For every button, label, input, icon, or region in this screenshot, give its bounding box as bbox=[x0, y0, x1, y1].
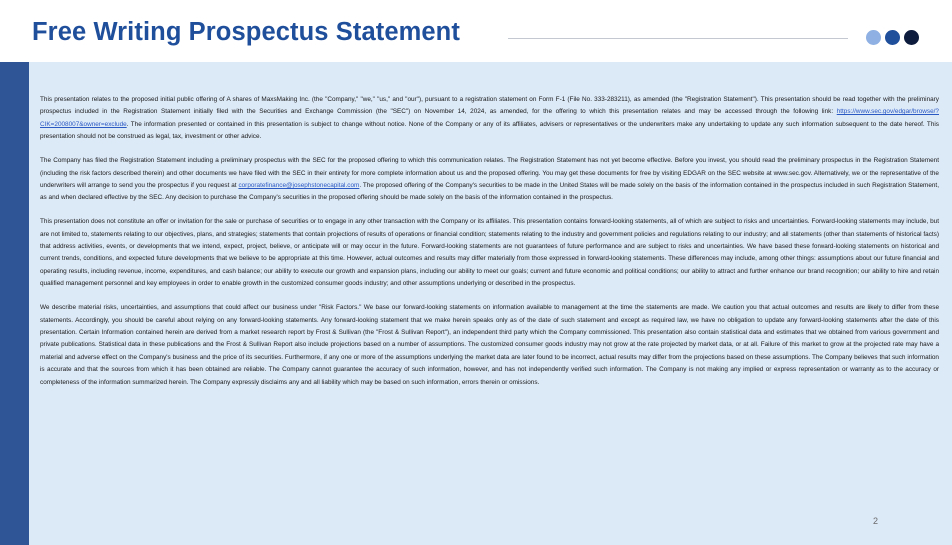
email-link[interactable]: corporatefinance@josephstonecapital.com bbox=[238, 181, 360, 189]
paragraph-registration bbox=[40, 94, 939, 144]
paragraph-prospectus bbox=[40, 155, 939, 205]
content-panel bbox=[29, 62, 952, 545]
edgar-link[interactable]: https://www.sec.gov/edgar/browse/?CIK=2008007&owner=exclude bbox=[40, 108, 939, 128]
paragraph-text: . The proposed offering of the Company's securities to be made in the United States will be made solely on the basis of the information contained in the prospectus included in such Registration Statement, as and when declared effective by the SEC. Any decision to purchase the Company's securities in the proposed offering should be made solely on the basis of the information contained in the prospectus. bbox=[40, 181, 939, 202]
slide-header bbox=[0, 0, 952, 62]
dot-dark bbox=[904, 30, 919, 45]
page-title: Free Writing Prospectus Statement bbox=[32, 18, 460, 46]
paragraph-text: The Company has filed the Registration Statement including a preliminary prospectus with the SEC for the proposed offering to which this communication relates. The Registration Statement has not yet become effective. Before you invest, you should read the preliminary prospectus in the Registration Statement (including the risk factors described therein) and other documents we have filed with the SEC in their entirety for more complete information about us and the proposed offering. You may get these documents for free by visiting EDGAR on the SEC website at www.sec.gov. Alternatively, we or the representative of the underwriters will arrange to send you the prospectus if you request at bbox=[40, 157, 939, 189]
paragraph-text: . The information presented or contained in this presentation is subject to change without notice. None of the Company or any of its affiliates, advisers or representatives or the underwriters make any undertaking to update any such information subsequent to the date hereof. This presentation should not be construed as legal, tax, investment or other advice. bbox=[40, 120, 939, 141]
title-divider bbox=[508, 38, 848, 39]
disclaimer-text bbox=[40, 94, 939, 401]
paragraph-text: This presentation relates to the proposed initial public offering of A shares of MaxsMaking Inc. (the "Company," "we," "us," and "our"), pursuant to a registration statement on Form F-1 (File No. 333-283211), as amended (the "Registration Statement"). This presentation should be read together with the preliminary prospectus included in the Registration Statement initially filed with the Securities and Exchange Commission (the "SEC") on November 14, 2024, as amended, for the offering to which this presentation relates and may be accessed through the following link: bbox=[40, 96, 939, 116]
page-number: 2 bbox=[872, 516, 878, 526]
dot-light bbox=[866, 30, 881, 45]
dot-medium bbox=[885, 30, 900, 45]
paragraph-forward-looking: This presentation does not constitute an offer or invitation for the sale or purchase of securities or to engage in any other transaction with the Company or its affiliates. This presentation contains forward-looking statements, all of which are subject to risks and uncertainties. Forward-looking statements may include, but are not limited to, statements relating to our objectives, plans, and strategies; statements that contain projections of results of operations or financial condition; statements relating to the industry and government policies and regulations relating to our industry; and all statements (other than statements of historical facts) that address activities, events, or developments that we intend, expect, project, believe, or anticipate will or may occur in the future. Forward-looking statements are not guarantees of future performance and are subject to risks and uncertainties. We have based these forward-looking statements on historical and current trends, conditions, and expected future developments that we believe to be appropriate at this time. However, actual outcomes and results may differ materially from those expressed in forward-looking statements. These differences may include, among other things: assumptions about our future financial and operating results, including revenue, income, expenditures, and cash balance; our ability to execute our growth and expansion plans, including our ability to meet our goals; current and future economic and political conditions; our ability to attract and further enhance our brand recognition; our ability to hire and retain qualified management personnel and key employees in order to enable growth in the customized consumer goods industry; and other assumptions underlying or described in the prospectus. bbox=[40, 218, 939, 288]
side-accent-bar bbox=[0, 62, 29, 545]
paragraph-risk-factors: We describe material risks, uncertainties, and assumptions that could affect our business under "Risk Factors." We base our forward-looking statements on information available to management at the time the statements are made. We caution you that actual outcomes and results are likely to differ from these statements. Accordingly, you should be careful about relying on any forward-looking statements. Any forward-looking statement that we make herein speaks only as of the date of such statement and except as required law, we have no obligation to update any forward-looking statements after the date of this presentation. Certain Information contained herein are derived from a market research report by Frost & Sullivan (the "Frost & Sullivan Report"), an independent third party which the Company commissioned. This presentation also contain statistical data and estimates that we obtained from various government and private publications. Statistical data in these publications and the Frost & Sullivan Report also include projections based on a number of assumptions. The customized consumer goods industry may not grow at the rate projected by market data, or at all. Failure of this market to grow at the projected rate may have a material and adverse effect on the Company's business and the price of its securities. Furthermore, if any one or more of the assumptions underlying the market data are later found to be incorrect, actual results may differ from the projections based on these assumptions. The Company believes that such information is accurate and that the sources from which it has been obtained are reliable. The Company cannot guarantee the accuracy of such information, however, and has not independently verified such information. The Company is not making any implied or express representation or warranty as to the accuracy or completeness of the information summarized herein. The Company expressly disclaims any and all liability which may be based on such information, errors therein or omissions. bbox=[40, 304, 939, 386]
